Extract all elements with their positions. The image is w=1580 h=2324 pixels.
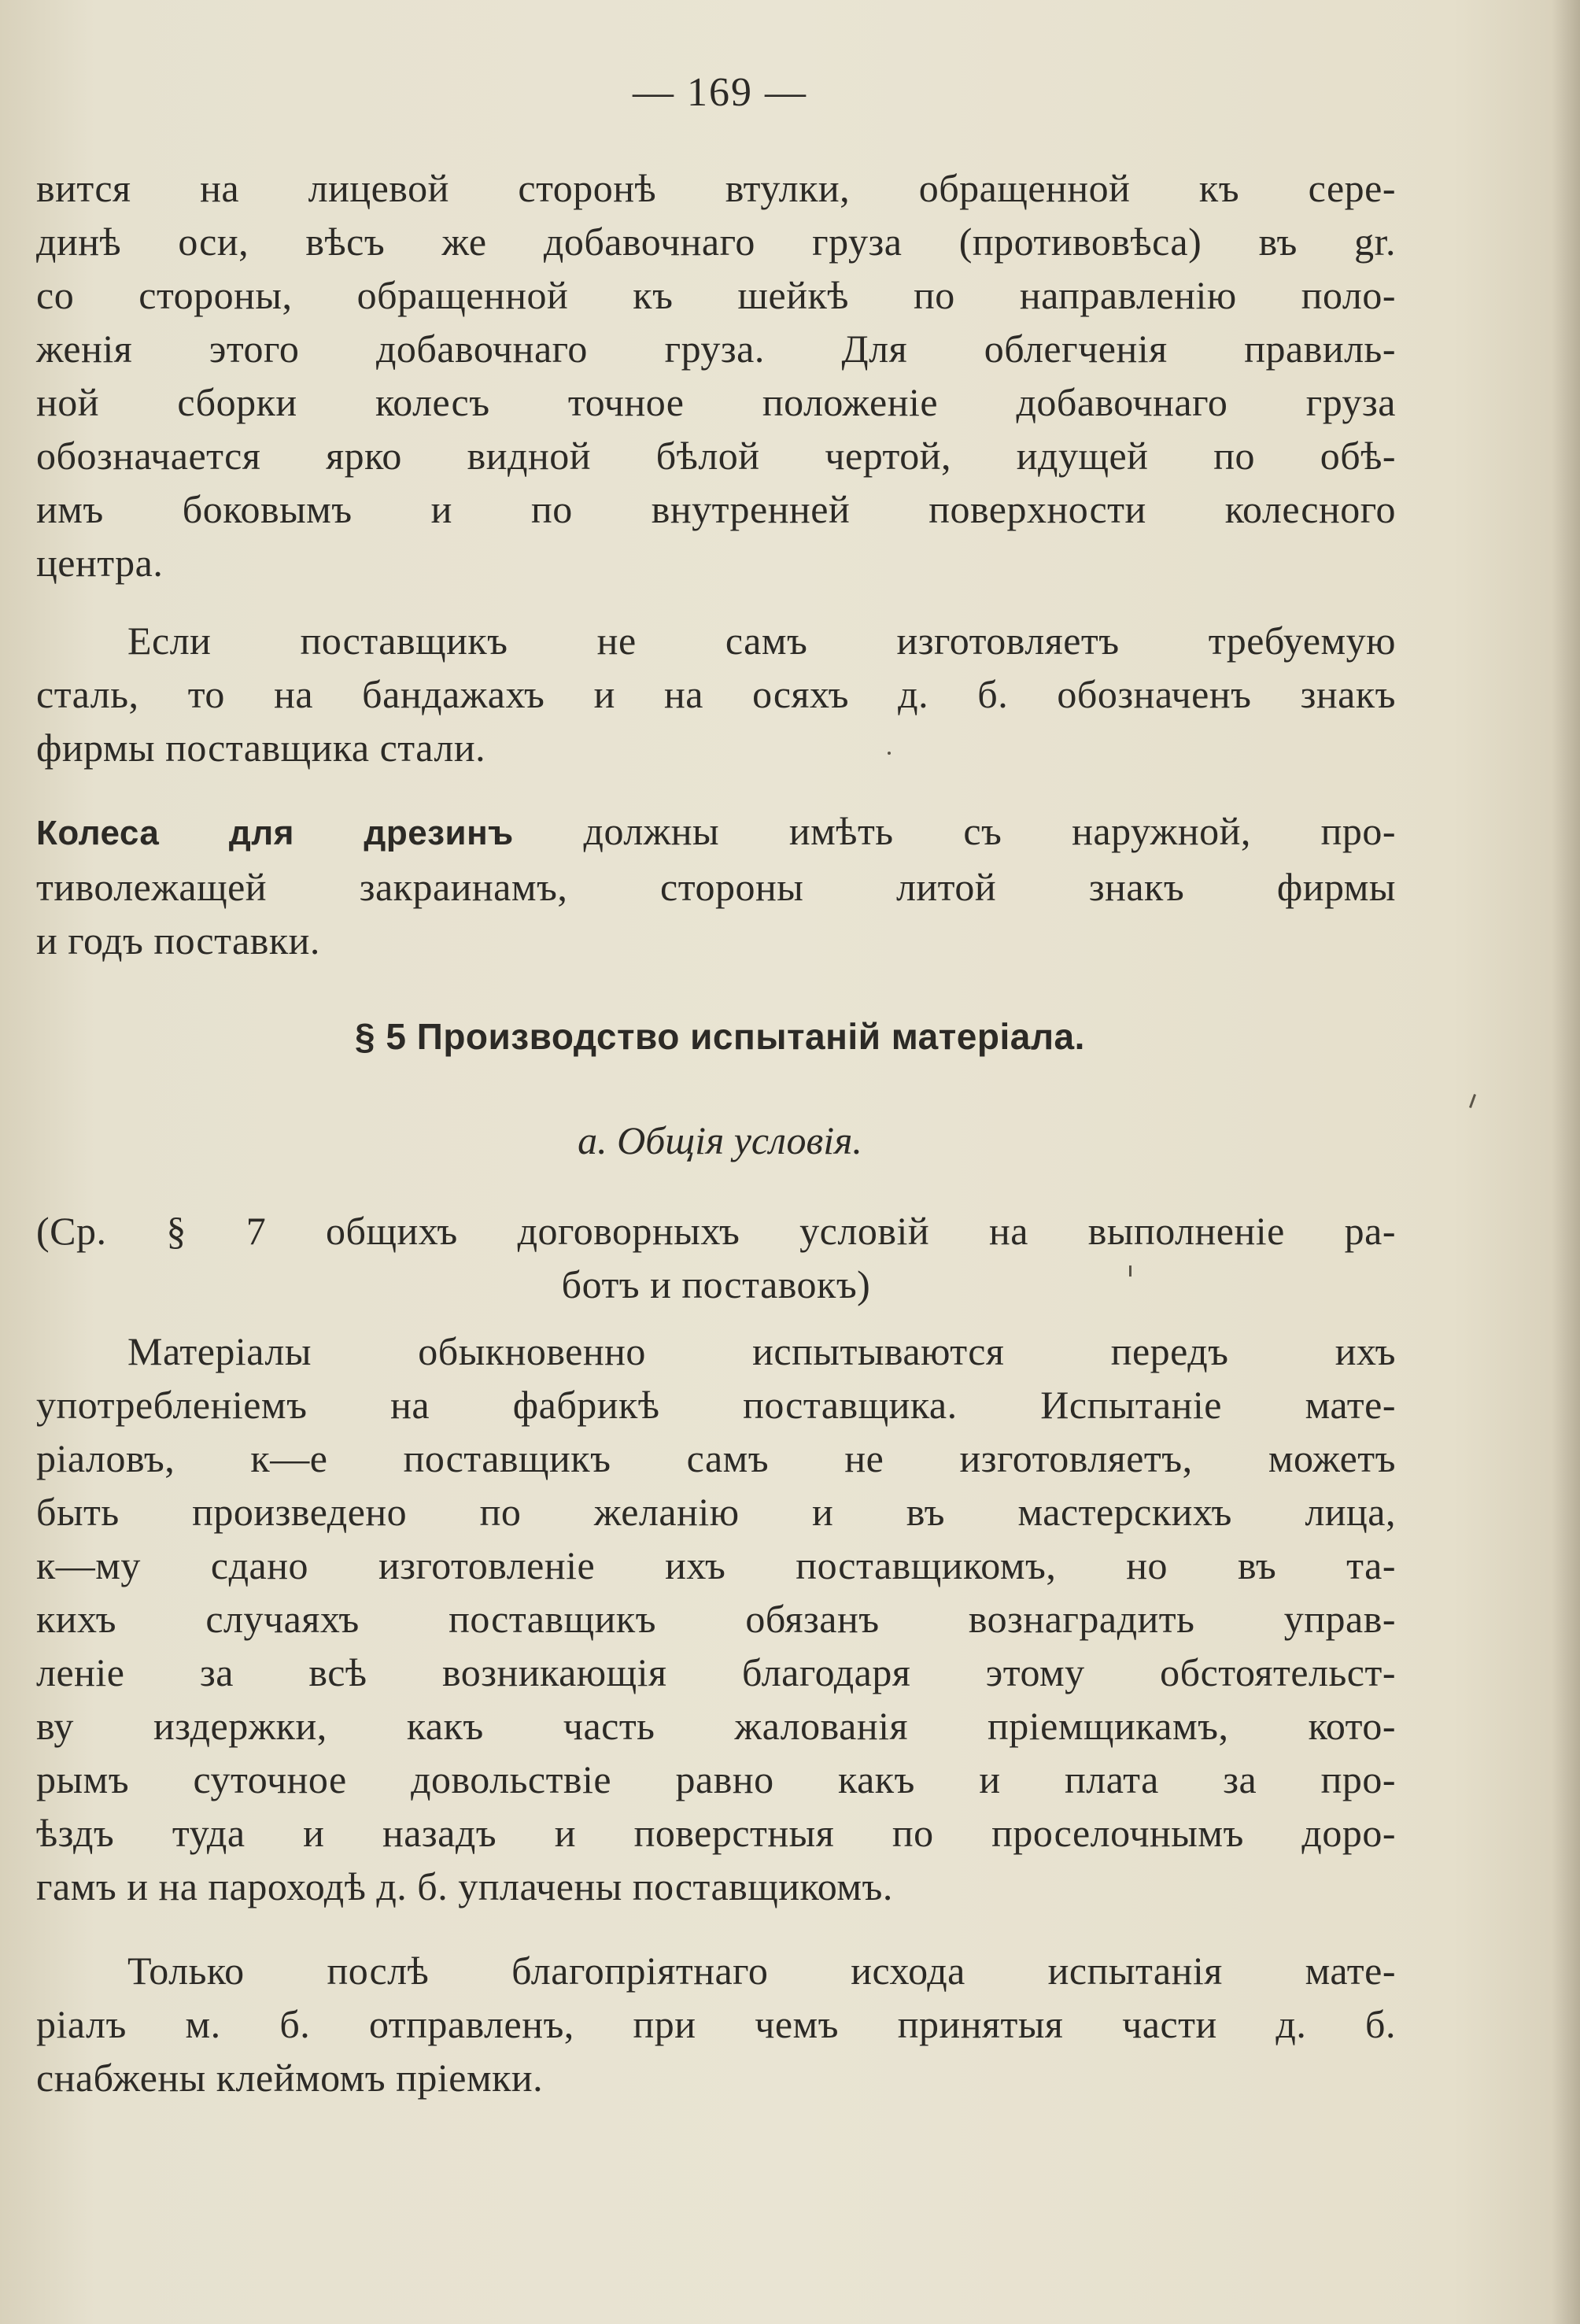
text-line: фирмы поставщика стали. [36,726,486,770]
text-line: ѣздъ туда и назадъ и поверстныя по проселочнымъ доро- [36,1811,1396,1855]
page-number: — 169 — [633,70,807,115]
text-line [36,804,1396,860]
scan-speck [888,752,891,755]
text-line: кихъ случаяхъ поставщикъ обязанъ вознаградить управ- [36,1597,1396,1641]
sub-heading: а. Общія условія. [578,1118,862,1162]
text-line: центра. [36,541,164,585]
text-line: употребленіемъ на фабрикѣ поставщика. Испытаніе мате- [36,1383,1396,1427]
scan-speck [1129,1265,1131,1277]
bold-lead-text: Колеса для дрезинъ [36,814,514,852]
text-line: ву издержки, какъ часть жалованія пріемщикамъ, кото- [36,1704,1396,1748]
paragraph-3 [36,804,1396,967]
text-line: Если поставщикъ не самъ изготовляетъ требуемую [127,619,1396,663]
text-line: к—му сдано изготовленіе ихъ поставщикомъ, но въ та- [36,1543,1396,1587]
text-fragment: должны имѣть съ наружной, про- [583,809,1397,853]
text-line: Матеріалы обыкновенно испытываются передъ ихъ [127,1329,1396,1373]
text-line: снабжены клеймомъ пріемки. [36,2056,544,2100]
text-line: имъ боковымъ и по внутренней поверхности колесного [36,487,1396,531]
section-heading: § 5 Производство испытаній матеріала. [355,1016,1085,1057]
text-line: динѣ оси, вѣсъ же добавочнаго груза (противовѣса) въ gr. [36,220,1396,264]
text-line: женія этого добавочнаго груза. Для облегченія правиль- [36,327,1396,371]
text-line: обозначается ярко видной бѣлой чертой, идущей по обѣ- [36,434,1396,478]
scan-speck [1469,1094,1476,1108]
text-line: ботъ и поставокъ) [561,1262,871,1306]
text-line: и годъ поставки. [36,918,320,962]
text-line: ріаловъ, к—е поставщикъ самъ не изготовляетъ, можетъ [36,1436,1396,1480]
text-line: быть произведено по желанію и въ мастерскихъ лица, [36,1490,1396,1534]
paragraph-1 [36,161,1396,589]
text-line: со стороны, обращенной къ шейкѣ по направленію поло- [36,273,1396,317]
paragraph-5 [36,1944,1396,2104]
text-line: рымъ суточное довольствіе равно какъ и плата за про- [36,1757,1396,1801]
text-line: гамъ и на пароходѣ д. б. уплачены поставщикомъ. [36,1864,893,1908]
text-line: тиволежащей закраинамъ, стороны литой знакъ фирмы [36,865,1396,909]
text-line: сталь, то на бандажахъ и на осяхъ д. б. обозначенъ знакъ [36,672,1396,716]
text-line: Только послѣ благопріятнаго исхода испытанія мате- [127,1949,1396,1993]
paragraph-4 [36,1325,1396,1913]
text-line: вится на лицевой сторонѣ втулки, обращенной къ сере- [36,166,1396,210]
paragraph-2 [36,614,1396,774]
page-spine-shadow [1552,0,1580,2324]
text-line: (Ср. § 7 общихъ договорныхъ условій на выполненіе ра- [36,1209,1396,1253]
reference-note [36,1204,1396,1311]
text-line: леніе за всѣ возникающія благодаря этому обстоятельст- [36,1650,1396,1694]
text-line: ной сборки колесъ точное положеніе добавочнаго груза [36,380,1396,424]
text-line: ріалъ м. б. отправленъ, при чемъ принятыя части д. б. [36,2002,1396,2046]
